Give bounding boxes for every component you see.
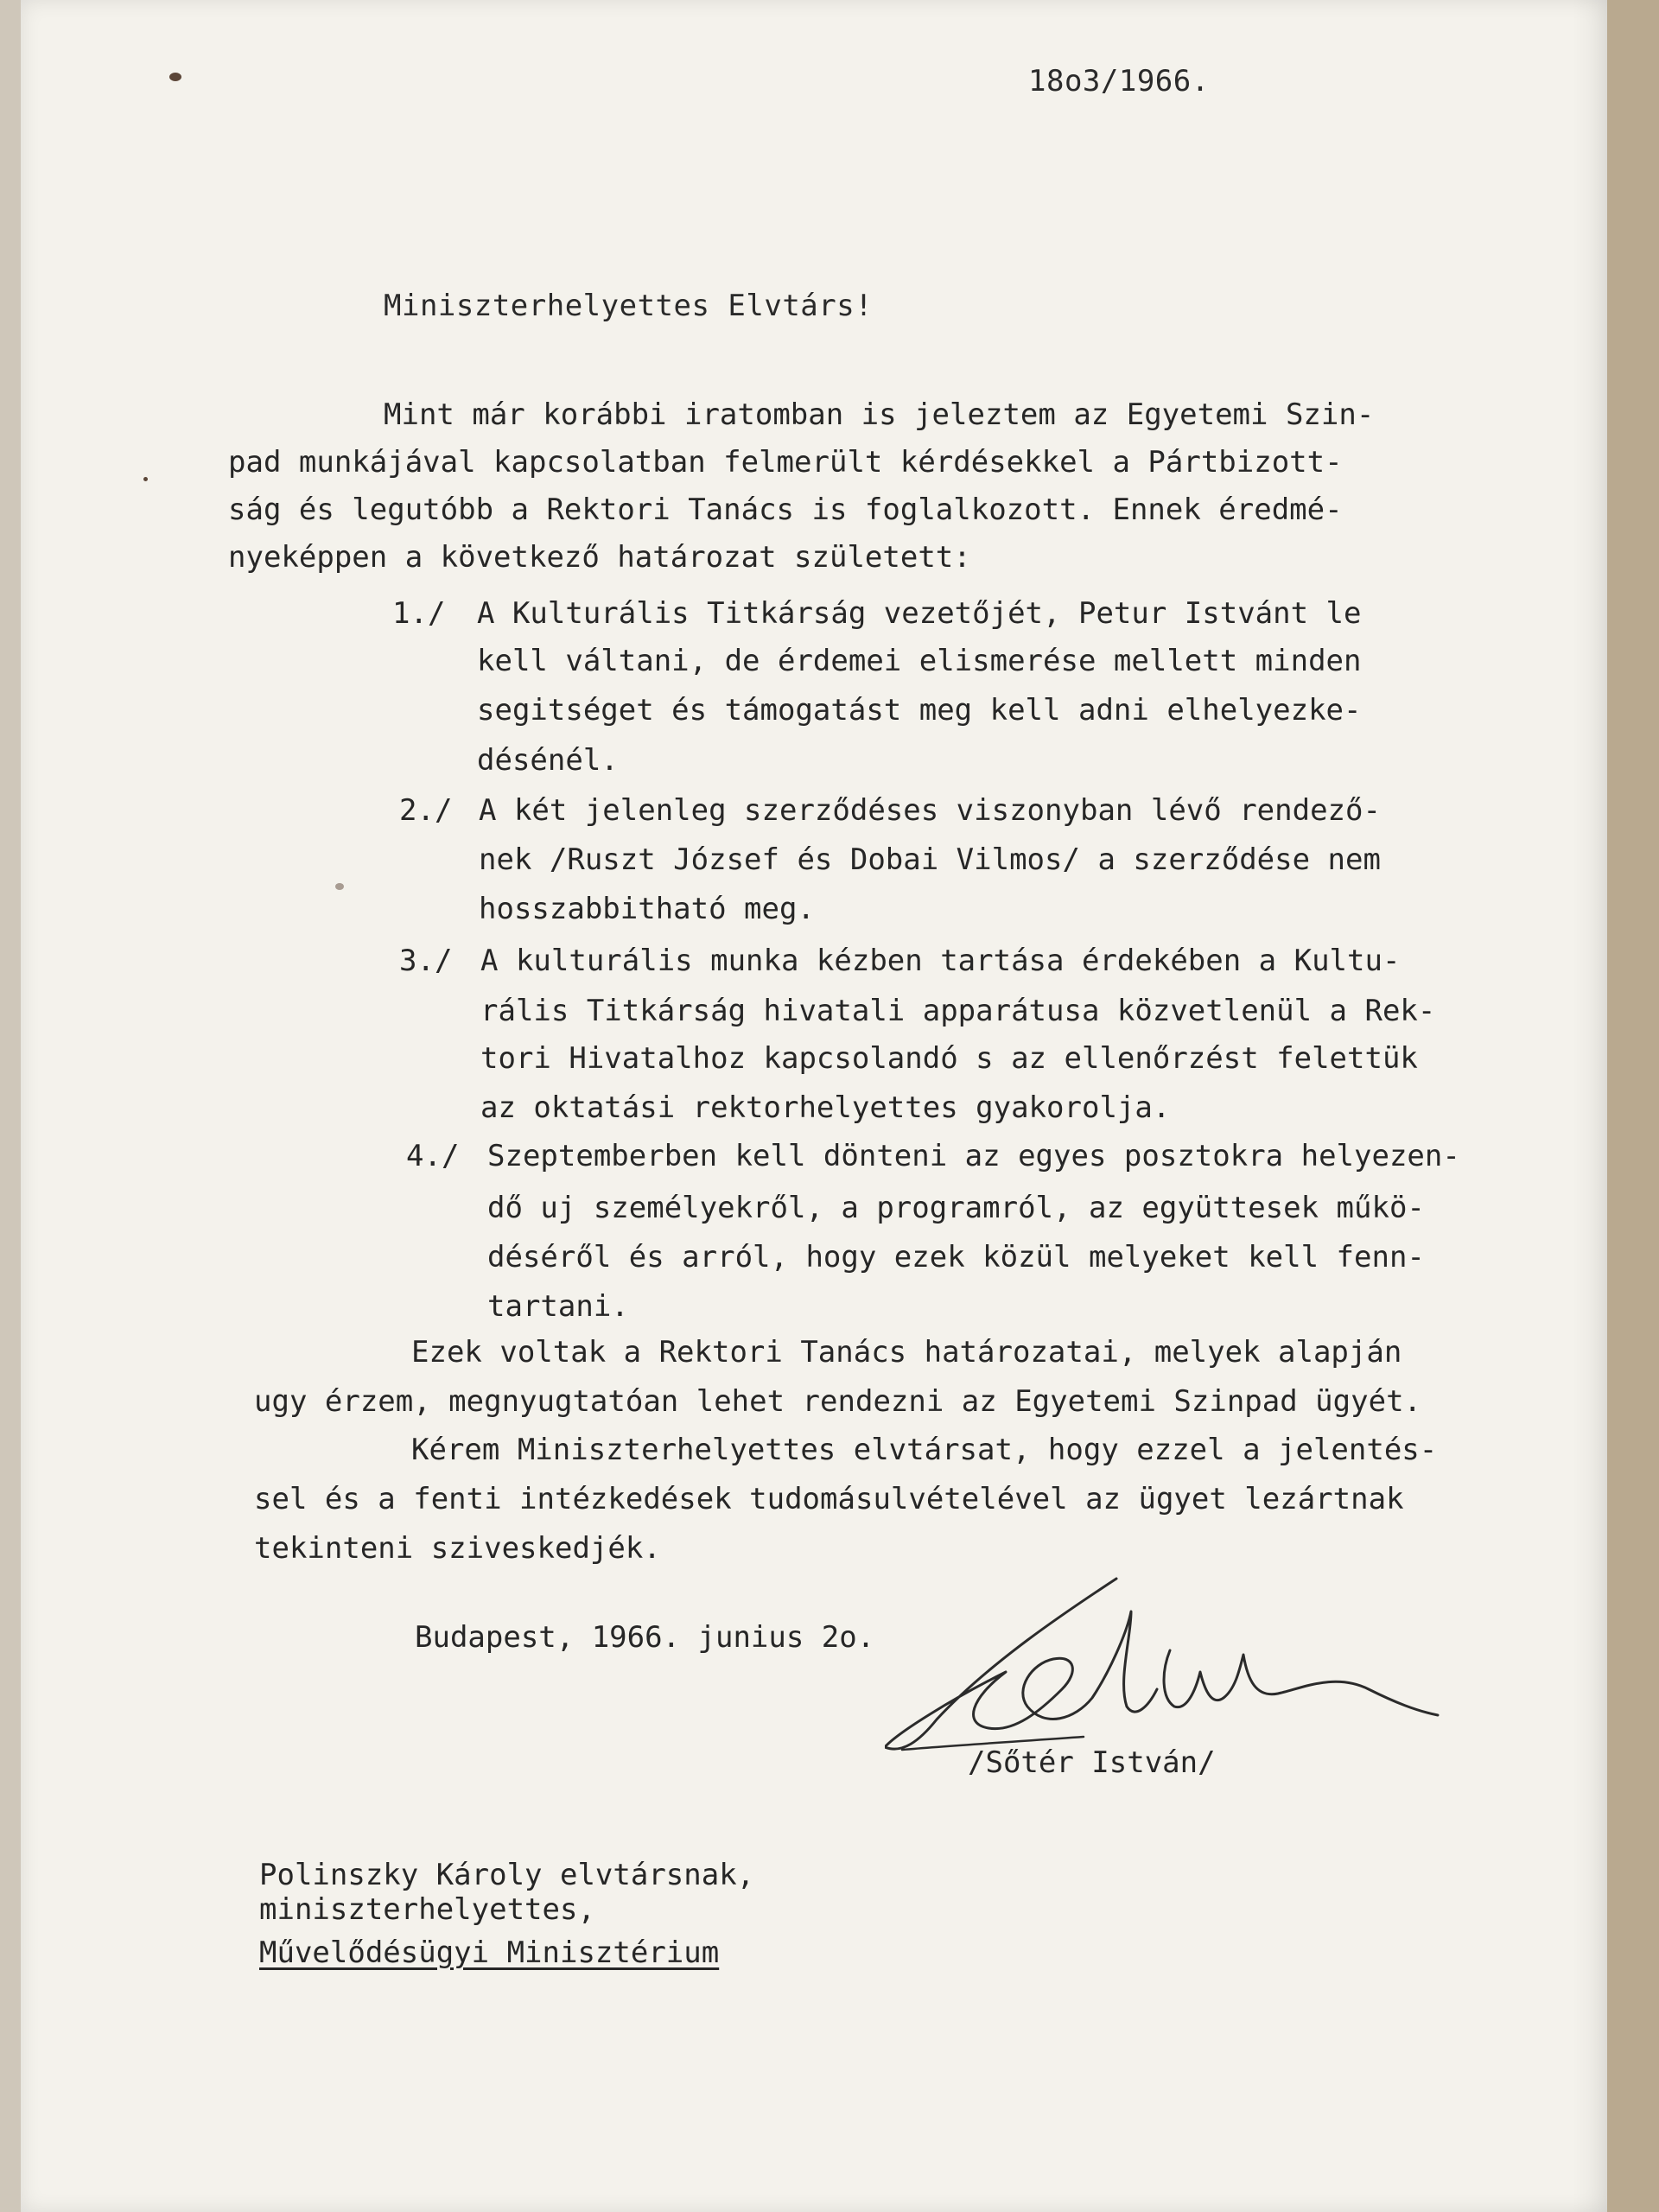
item-line: nek /Ruszt József és Dobai Vilmos/ a szerződése nem <box>479 842 1381 877</box>
recipient-ministry: Művelődésügyi Minisztérium <box>259 1936 720 1970</box>
body-line: nyeképpen a következő határozat született: <box>228 540 971 575</box>
handwritten-signature <box>885 1568 1490 1767</box>
salutation: Miniszterhelyettes Elvtárs! <box>384 289 874 323</box>
closing-line: sel és a fenti intézkedések tudomásulvételével az ügyet lezártnak <box>254 1482 1404 1516</box>
item-number: 3./ <box>399 944 453 978</box>
closing-line: tekinteni sziveskedjék. <box>254 1531 661 1566</box>
date-line: Budapest, 1966. junius 2o. <box>415 1620 875 1655</box>
recipient-line: miniszterhelyettes, <box>259 1892 595 1927</box>
signatory-name: /Sőtér István/ <box>968 1745 1216 1780</box>
item-line: kell váltani, de érdemei elismerése mellett minden <box>477 644 1362 678</box>
ink-speck <box>143 477 148 481</box>
letter-page <box>21 0 1607 2212</box>
item-line: A kulturális munka kézben tartása érdekében a Kultu- <box>480 944 1401 978</box>
item-line: A két jelenleg szerződéses viszonyban lévő rendező- <box>479 793 1381 828</box>
item-number: 2./ <box>399 793 453 828</box>
reference-number: 18o3/1966. <box>1028 64 1210 99</box>
recipient-line: Polinszky Károly elvtársnak, <box>259 1858 755 1892</box>
item-line: segitséget és támogatást meg kell adni elhelyezke- <box>477 693 1362 728</box>
item-line: déséről és arról, hogy ezek közül melyeket kell fenn- <box>487 1240 1425 1274</box>
closing-line: Kérem Miniszterhelyettes elvtársat, hogy ezzel a jelentés- <box>411 1433 1438 1467</box>
body-line: ság és legutóbb a Rektori Tanács is foglalkozott. Ennek éredmé- <box>228 493 1343 527</box>
background-edge <box>1607 0 1659 2212</box>
item-line: dő uj személyekről, a programról, az együttesek műkö- <box>487 1191 1425 1225</box>
item-number: 4./ <box>406 1139 460 1173</box>
item-line: hosszabbitható meg. <box>479 892 815 926</box>
item-number: 1./ <box>392 596 446 631</box>
closing-line: Ezek voltak a Rektori Tanács határozatai, melyek alapján <box>411 1335 1402 1370</box>
item-line: tartani. <box>487 1289 629 1324</box>
item-line: tori Hivatalhoz kapcsolandó s az ellenőrzést felettük <box>480 1041 1418 1076</box>
item-line: rális Titkárság hivatali apparátusa közvetlenül a Rek- <box>480 994 1436 1028</box>
item-line: A Kulturális Titkárság vezetőjét, Petur Istvánt le <box>477 596 1362 631</box>
item-line: az oktatási rektorhelyettes gyakorolja. <box>480 1090 1171 1125</box>
body-line: Mint már korábbi iratomban is jeleztem az Egyetemi Szin- <box>384 397 1375 432</box>
ink-speck <box>169 73 181 81</box>
closing-line: ugy érzem, megnyugtatóan lehet rendezni az Egyetemi Szinpad ügyét. <box>254 1384 1422 1419</box>
item-line: désénél. <box>477 743 619 778</box>
body-line: pad munkájával kapcsolatban felmerült kérdésekkel a Pártbizott- <box>228 445 1343 480</box>
ink-speck <box>335 883 344 890</box>
item-line: Szeptemberben kell dönteni az egyes posztokra helyezen- <box>487 1139 1460 1173</box>
